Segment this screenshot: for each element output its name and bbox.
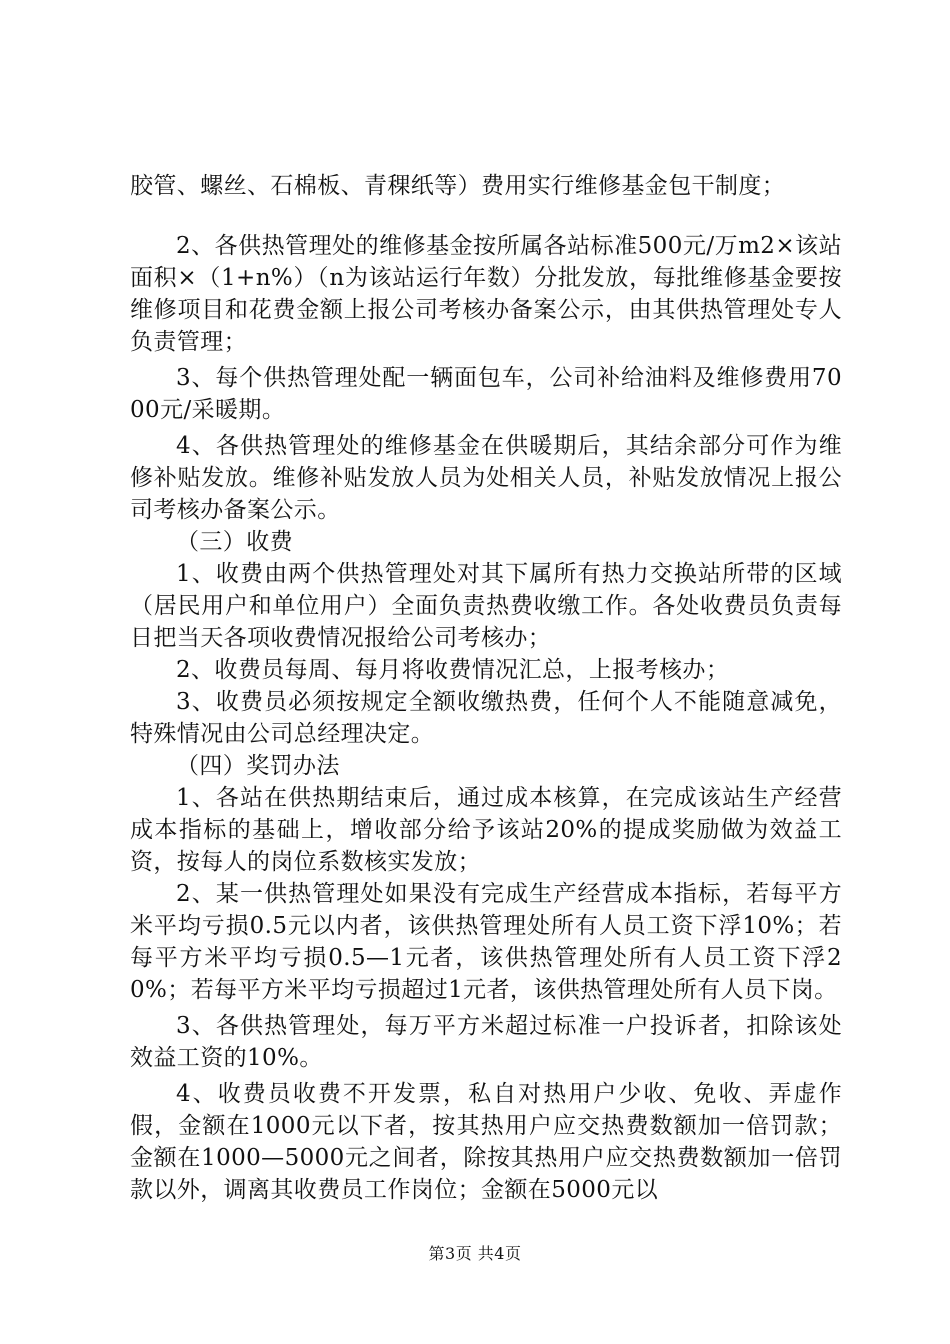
section-heading-rewards: （四）奖罚办法 [176, 753, 340, 779]
paragraph-fund-surplus: 4、各供热管理处的维修基金在供暖期后，其结余部分可作为维修补贴发放。维修补贴发放人员为处相关人员，补贴发放情况上报公司考核办备案公示。 [130, 433, 842, 523]
paragraph-maintenance-fund: 2、各供热管理处的维修基金按所属各站标准500元/万m2×该站面积×（1+n%）（n为该站运行年数）分批发放，每批维修基金要按维修项目和花费金额上报公司考核办备案公示，由其供热管理处专人负责管理； [130, 233, 842, 355]
paragraph-continuation: 胶管、螺丝、石棉板、青稞纸等）费用实行维修基金包干制度； [130, 173, 786, 199]
paragraph-van-allowance: 3、每个供热管理处配一辆面包车，公司补给油料及维修费用7000元/采暖期。 [130, 365, 842, 423]
paragraph-fee-collection: 1、收费由两个供热管理处对其下属所有热力交换站所带的区域（居民用户和单位用户）全面负责热费收缴工作。各处收费员负责每日把当天各项收费情况报给公司考核办； [130, 561, 842, 651]
paragraph-collector-penalty: 4、收费员收费不开发票，私自对热用户少收、免收、弄虚作假，金额在1000元以下者，按其热用户应交热费数额加一倍罚款；金额在1000—5000元之间者，除按其热用户应交热费数额加一倍罚款以外，调离其收费员工作岗位；金额在5000元以 [130, 1081, 842, 1203]
section-heading-fees: （三）收费 [176, 529, 293, 555]
paragraph-complaints: 3、各供热管理处，每万平方米超过标准一户投诉者，扣除该处效益工资的10%。 [130, 1013, 842, 1071]
paragraph-bonus: 1、各站在供热期结束后，通过成本核算，在完成该站生产经营成本指标的基础上，增收部分给予该站20%的提成奖励做为效益工资，按每人的岗位系数核实发放； [130, 785, 842, 875]
document-body [130, 170, 842, 1206]
paragraph-fee-summary: 2、收费员每周、每月将收费情况汇总，上报考核办； [176, 657, 730, 683]
paragraph-penalty-loss: 2、某一供热管理处如果没有完成生产经营成本指标，若每平方米平均亏损0.5元以内者，该供热管理处所有人员工资下浮10%；若每平方米平均亏损0.5—1元者，该供热管理处所有人员工资下浮20%；若每平方米平均亏损超过1元者，该供热管理处所有人员下岗。 [130, 881, 842, 1003]
paragraph-full-collection: 3、收费员必须按规定全额收缴热费，任何个人不能随意减免，特殊情况由公司总经理决定。 [130, 689, 842, 747]
page-number-footer: 第3页 共4页 [428, 1244, 522, 1263]
